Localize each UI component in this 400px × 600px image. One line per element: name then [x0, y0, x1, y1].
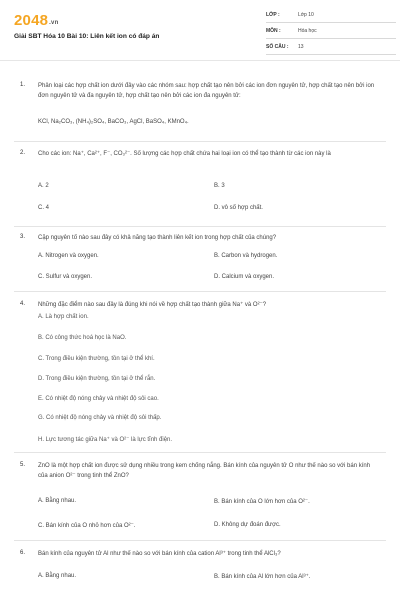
statement-a[interactable]: A. Là hợp chất ion. — [38, 314, 89, 320]
question-4 — [20, 301, 382, 451]
statement-h[interactable]: H. Lực tương tác giữa Na⁺ và O²⁻ là lực tĩnh điện. — [38, 437, 173, 443]
question-3 — [20, 234, 382, 294]
option-d[interactable]: D. vô số hợp chất. — [214, 205, 263, 211]
statement-c[interactable]: C. Trong điều kiện thường, tồn tại ở thể khí. — [38, 356, 155, 362]
question-text: ZnO là một hợp chất ion được sử dụng nhiều trong kem chống nắng. Bán kính của nguyên tử O như thế nào so với bán kính của anion O²⁻ trong tinh thể ZnO? — [38, 463, 371, 479]
option-a[interactable]: A. 2 — [38, 183, 49, 189]
meta-row-subject — [266, 26, 396, 39]
question-2 — [20, 150, 382, 220]
document-header — [14, 10, 390, 56]
statement-e[interactable]: E. Có nhiệt độ nóng chảy và nhiệt độ sôi cao. — [38, 396, 159, 402]
question-text: Những đặc điểm nào sau đây là đúng khi nói về hợp chất tạo thành giữa Na⁺ và O²⁻? — [38, 302, 267, 308]
option-a[interactable]: A. Nitrogen và oxygen. — [38, 253, 99, 259]
meta-value: 13 — [298, 44, 304, 50]
statement-g[interactable]: G. Có nhiệt độ nóng chảy và nhiệt độ sôi thấp. — [38, 415, 162, 421]
meta-row-count — [266, 42, 396, 55]
statement-d[interactable]: D. Trong điều kiện thường, tồn tại ở thể rắn. — [38, 376, 156, 382]
meta-key: LỚP : — [266, 12, 280, 18]
meta-row-class — [266, 10, 396, 23]
logo-suffix: .vn — [49, 20, 59, 26]
meta-value: Lớp 10 — [298, 12, 314, 18]
question-divider — [14, 540, 386, 541]
question-5 — [20, 462, 382, 542]
site-logo[interactable] — [14, 12, 58, 29]
option-c[interactable]: C. Bán kính của O nhỏ hơn của O²⁻. — [38, 523, 136, 529]
question-divider — [14, 141, 386, 142]
question-number: 6. — [20, 550, 26, 556]
option-a[interactable]: A. Bằng nhau. — [38, 498, 77, 504]
meta-value: Hóa học — [298, 28, 317, 34]
question-number: 2. — [20, 150, 26, 156]
option-a[interactable]: A. Bằng nhau. — [38, 573, 77, 579]
option-c[interactable]: C. 4 — [38, 205, 50, 211]
question-text: Cho các ion: Na⁺, Ca²⁺, F⁻, CO₃²⁻. Số lượng các hợp chất chứa hai loại ion có thể tạo thành từ các ion này là — [38, 151, 331, 157]
option-d[interactable]: D. Không dự đoán được. — [214, 522, 281, 528]
question-number: 1. — [20, 82, 26, 88]
question-divider — [14, 452, 386, 453]
option-b[interactable]: B. 3 — [214, 183, 225, 189]
logo-text: 2048 — [14, 12, 49, 29]
header-divider — [0, 60, 400, 61]
question-number: 5. — [20, 462, 26, 468]
option-d[interactable]: D. Calcium và oxygen. — [214, 274, 275, 280]
question-number: 4. — [20, 301, 26, 307]
question-number: 3. — [20, 234, 26, 240]
question-divider — [14, 291, 386, 292]
question-text: Bán kính của nguyên tử Al như thế nào so với bán kính của cation Al³⁺ trong tinh thể AlCl₃? — [38, 551, 281, 557]
page-title: Giải SBT Hóa 10 Bài 10: Liên kết ion có đáp án — [14, 33, 160, 40]
option-b[interactable]: B. Bán kính của O lớn hơn của O²⁻. — [214, 499, 310, 505]
question-formulas: KCl, Na₂CO₃, (NH₄)₂SO₄, BaCO₃, AgCl, BaSO₄, KMnO₄. — [38, 119, 189, 125]
question-6 — [20, 550, 382, 590]
option-b[interactable]: B. Carbon và hydrogen. — [214, 253, 278, 259]
question-divider — [14, 226, 386, 227]
option-c[interactable]: C. Sulfur và oxygen. — [38, 274, 93, 280]
meta-key: SỐ CÂU : — [266, 44, 289, 50]
question-text: Cặp nguyên tố nào sau đây có khả năng tạo thành liên kết ion trong hợp chất của chúng? — [38, 235, 277, 241]
option-b[interactable]: B. Bán kính của Al lớn hơn của Al³⁺. — [214, 574, 311, 580]
question-text: Phân loại các hợp chất ion dưới đây vào các nhóm sau: hợp chất tạo nên bởi các ion đơn nguyên tử, hợp chất tạo nên bởi ion đơn nguyên tử và đa nguyên tử, hợp chất tạo nên bởi các ion đa nguyên tử: — [38, 83, 375, 99]
meta-box — [266, 10, 396, 58]
statement-b[interactable]: B. Có công thức hoá học là NaO. — [38, 335, 127, 341]
meta-key: MÔN : — [266, 28, 281, 34]
